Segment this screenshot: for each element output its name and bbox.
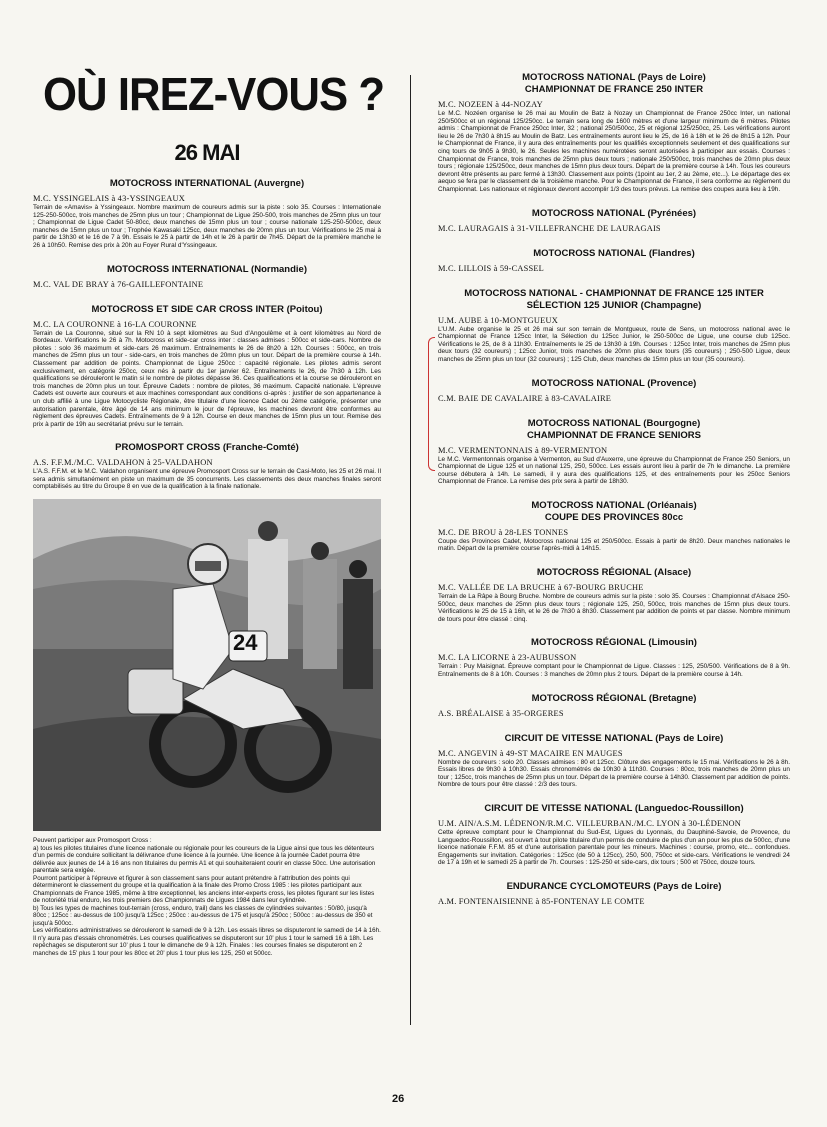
event-text: Terrain de La Râpe à Bourg Bruche. Nombre de coureurs admis sur la piste : solo 35. Courses : Championnat d'Alsace 250-500cc, deux manches de 25mn plus deux tours ; régionale 125, 250, 500cc, trois manches de 15mn plus deux tours. Vérifications le 25 de 15 à 16h, et le 26 de 7h30 à 8h30. Classement par addition de points et par classe. Nombre minimum de tours pour être classé : cinq. [438,593,790,623]
event-club: A.S. F.F.M./M.C. VALDAHON à 25-VALDAHON [33,458,213,468]
event-club: M.C. LA LICORNE à 23-AUBUSSON [438,653,577,663]
event-club: M.C. LILLOIS à 59-CASSEL [438,263,544,273]
event-club: M.C. LA COURONNE à 16-LA COURONNE [33,319,197,329]
event-heading: MOTOCROSS INTERNATIONAL (Auvergne) [109,178,305,189]
event-section [438,248,790,274]
date-heading: 26 MAI [174,140,240,165]
column-divider [410,75,411,1025]
event-text: L'U.M. Aube organise le 25 et 26 mai sur son terrain de Montgueux, route de Sens, un motocross national avec le Championnat de France 125cc Inter, la Sélection du 125cc Junior, le 250-500cc de Ligue, une course club 125cc. Vérifications le 25, de 8 à 11h30. Entraînements le 25 de 13h30 à 19h. Courses : 125cc Inter, trois manches de 25mn plus deux tours (32 coureurs) ; 125cc Junior, trois manches de 20mn plus deux tours (35 coureurs) ; 250-500 Ligue, deux manches de 25mn plus un tour (32 coureurs) ; 125 Club, deux manches de 15mn plus un tour (35 coureurs). [438,325,790,363]
event-club: C.M. BAIE DE CAVALAIRE à 83-CAVALAIRE [438,393,612,403]
page-number: 26 [392,1093,405,1105]
event-text: Le M.C. Vermentonnais organise à Vermenton, au Sud d'Auxerre, une épreuve du Championnat de France 250 Seniors, un Championnat de Ligue 125 et un national 125, 250, 500cc. Les essais auront lieu à partir de 7h le dimanche. La première course débutera à 14h. Le samedi, il y aura des qualifications 125, et des entraînements pour les 250cc Seniors Championnat de France. La remise des prix sera à partir de 18h30. [438,455,790,486]
event-heading: MOTOCROSS NATIONAL (Provence) [531,377,697,389]
left-column [33,60,385,957]
event-section [438,418,790,486]
event-heading: MOTOCROSS RÉGIONAL (Limousin) [531,637,697,649]
event-heading: CIRCUIT DE VITESSE NATIONAL (Pays de Loire) [504,732,724,744]
event-section [438,803,790,867]
event-heading: ENDURANCE CYCLOMOTEURS (Pays de Loire) [506,880,722,892]
event-section [438,288,790,364]
event-section [33,264,381,290]
event-heading: MOTOCROSS NATIONAL (Pyrénées) [531,207,697,219]
event-club: M.C. NOZEEN à 44-NOZAY [438,100,543,109]
event-section [438,72,790,194]
event-text: Nombre de coureurs : solo 20. Classes admises : 80 et 125cc. Clôture des engagements le 15 mai. Vérifications le 26 à 8h. Essais libres de 9h30 à 10h30. Essais chronométrés de 10h30 à 11h30. Courses : 80cc, trois manches de 20mn plus un tour ; 125cc, trois manches de 25mn plus un tour. Départ de la première course à 14h30. Classement par addition de points. Nombre de tours pour être classé : 2/3 des tours. [438,758,790,789]
event-text: L'A.S. F.F.M. et le M.C. Valdahon organisent une épreuve Promosport Cross sur le terrain de Casi-Moto, les 25 et 26 mai. Il sera admis simultanément en piste un maximum de 35 concurrents. Les classements des deux manches finales seront comptabilisés au titre du Groupe 8 en vue de la qualification à la finale nationale. [33,468,381,491]
event-text: Terrain de La Couronne, situé sur la RN 10 à sept kilomètres au Sud d'Angoulême et à cent kilomètres au Nord de Bordeaux. Vérifications le 26 à 7h. Motocross et side-car cross inter : classes admises : 500cc et side-cars. Nombre de pilotes : solo 36 maximum et side-cars 26 maximum. Entraînements le 26 de 8h20 à 12h. Courses : 500cc, en trois manches de 25mn plus un tour - side-cars, en trois manches de 20mn plus un tour. Départ de la première course à 14h. Classement par addition de points. Championnat de Ligue 250cc : capacité régionale. Les pilotes admis seront exclusivement, en catégorie 250cc, ceux nés à partir du 1er janvier 62. Entraînements le 26, de 7h30 à 12h. Les qualifications se dérouleront le matin si le nombre de pilotes dépasse 36. Ces qualifications et la course se dérouleront en trois manches de 20mn plus un tour. Épreuve Cadets : nombre de pilotes, 36 maximum. Capacité nationale. L'épreuve Cadets est ouverte aux coureurs et aux machines correspondant aux conditions ci-après : justifier de son appartenance à un club affilié à une Ligue Motocycliste Régionale, être titulaire d'une licence Cadet ou 2ème catégorie, présenter une autorisation parentale, être âgé de 14 ans minimum le jour de l'épreuve, les machines devront être conformes au règlement des épreuves Cadets. Entraînements de 9 à 12h. Course en deux manches de 15mn plus un tour. Remise des prix à partir de 19h au secrétariat prévu sur le terrain. [33,329,381,428]
event-club: M.C. DE BROU à 28-LES TONNES [438,527,569,537]
event-heading: PROMOSPORT CROSS (Franche-Comté) [115,442,299,454]
event-heading: MOTOCROSS NATIONAL (Orléanais) COUPE DES PROVINCES 80cc [531,499,697,523]
event-heading: MOTOCROSS INTERNATIONAL (Normandie) [106,263,308,275]
event-club: A.M. FONTENAISIENNE à 85-FONTENAY LE COMTE [438,896,645,906]
event-section [438,881,790,907]
event-section [438,567,790,623]
event-section [438,500,790,553]
event-text: Cette épreuve comptant pour le Championnat du Sud-Est, Ligues du Lyonnais, du Dauphiné-Savoie, de Provence, du Languedoc-Roussillon, est ouvert à tout pilote titulaire d'un permis de conduire de plus d'un an pour les plus de 500cc, d'une licence nationale F.F.M. 85 et d'une autorisation parentale pour les mineurs. Machines : course, promo, etc... confondues. Engagements sur invitation. Catégories : 125cc (de 50 à 125cc), 250, 500, 750cc et side-cars. Vérifications le vendredi 24 de 17 à 19h et le samedi 25 à partir de 7h. Courses : 125-250 et side-cars, dix tours ; 500 et 750cc, douze tours. [438,829,790,867]
event-heading: MOTOCROSS NATIONAL (Flandres) [533,247,695,259]
event-heading: MOTOCROSS NATIONAL - CHAMPIONNAT DE FRANCE 125 INTER SÉLECTION 125 JUNIOR (Champagne) [464,287,764,311]
red-highlight-bracket [428,337,435,471]
event-section [33,304,381,429]
event-heading: CIRCUIT DE VITESSE NATIONAL (Languedoc-Roussillon) [484,803,744,814]
event-club: U.M. AIN/A.S.M. LÉDENON/R.M.C. VILLEURBAN./M.C. LYON à 30-LÉDENON [438,819,742,828]
event-club: M.C. LAURAGAIS à 31-VILLEFRANCHE DE LAURAGAIS [438,223,661,233]
event-heading: MOTOCROSS ET SIDE CAR CROSS INTER (Poitou) [91,303,323,315]
event-club: M.C. YSSINGELAIS à 43-YSSINGEAUX [33,194,185,203]
right-column [438,72,790,915]
event-section [438,693,790,719]
event-section [33,442,381,491]
caption-text: Peuvent participer aux Promosport Cross : a) tous les pilotes titulaires d'une licence nationale ou régionale pour les coureurs de la Ligue ainsi que tous les détenteurs d'un permis de conduire sollicitant la délivrance d'une licence à la journée. Une licence à la journée Cadet pourra être délivrée aux jeunes de 14 à 16 ans non titulaires du permis A1 et qui souhaiteraient courir en classe 50cc. Une autorisation parentale sera exigée. Pourront participer à l'épreuve et figurer à son classement sans pour autant prétendre à l'attribution des points qui détermineront le classement du groupe et la qualification à la finale des Promo Cross 1985 : les pilotes participant aux Championnats de France 1985, même à titre exceptionnel, les anciens inter-experts cross, les pilotes figurant sur les listes de notoriété trial enduro, les trois premiers des Championnats de Ligues 1984 dans leur cylindrée. b) Tous les types de machines tout-terrain (cross, enduro, trail) dans les classes de cylindrées suivantes : 50/80, jusqu'à 80cc ; 125cc : au-dessus de 100 jusqu'à 125cc ; 250cc : au-dessus de 175 et jusqu'à 250cc ; 500cc : au-dessus de 350 et jusqu'à 500cc. Les vérifications administratives se dérouleront le samedi de 9 à 12h. Les essais libres se disputeront le samedi de 14 à 16h. Il n'y aura pas d'essais chronométrés. Les courses qualificatives se disputeront sur 10' plus 1 tour le samedi 16 à 18h. Les repêchages se disputeront sur 10' plus 1 tour le dimanche de 9 à 12h. Finales : les courses finales se disputeront en 2 manches de 15' plus 1 tour pour les 80cc et 20' plus 1 tour plus les 125, 250 et 500cc. [33,837,381,957]
event-section [438,378,790,404]
event-section [438,208,790,234]
event-heading: MOTOCROSS NATIONAL (Pays de Loire) CHAMPIONNAT DE FRANCE 250 INTER [522,72,706,95]
event-section [33,178,381,250]
event-club: M.C. VAL DE BRAY à 76-GAILLEFONTAINE [33,279,204,289]
event-club: U.M. AUBE à 10-MONTGUEUX [438,315,558,325]
event-section [438,733,790,789]
event-club: A.S. BRÉALAISE à 35-ORGERES [438,708,564,718]
rider-number-plate: 24 [233,630,258,656]
event-text: Terrain : Puy Maisignat. Épreuve comptant pour le Championnat de Ligue. Classes : 125, 250/500. Vérifications de 8 à 9h. Entraînements de 8 à 10h. Courses : 3 manches de 20mn plus 2 tours. Départ de la première course à 14h. [438,663,790,679]
motocross-rider-image [33,499,381,831]
event-club: M.C. ANGEVIN à 49-ST MACAIRE EN MAUGES [438,748,623,758]
event-heading: MOTOCROSS RÉGIONAL (Alsace) [536,567,692,579]
event-heading: MOTOCROSS RÉGIONAL (Bretagne) [531,692,697,704]
photo-caption [33,837,381,957]
event-club: M.C. VALLÉE DE LA BRUCHE à 67-BOURG BRUCHE [438,583,644,593]
event-heading: MOTOCROSS NATIONAL (Bourgogne) CHAMPIONNAT DE FRANCE SENIORS [527,417,701,441]
page-title: OÙ IREZ-VOUS ? [43,68,385,120]
event-text: Le M.C. Nozéen organise le 26 mai au Moulin de Batz à Nozay un Championnat de France 250cc Inter, un national 250/500cc et un régional 125/250cc. Le terrain sera long de 1600 mètres et d'une largeur minimum de 6 mètres. Pilotes admis : Championnat de France 250cc Inter, 32 ; national 250/500cc, 25 et régional 125/250cc, 25. Les vérifications auront lieu le 26 de 7h30 à 8h15 au Moulin de Batz. Les entraînements auront lieu le 25, de 16 à 18h et le 26 de 8h15 à 12h. Pour le Championnat de France, il y aura des entraînements pour les qualifiés exceptionnels seulement et des qualifications sur cinq tours de 9h05 à 9h30, le 26. Seules les machines numérotées seront autorisées à participer aux essais. Courses : Championnat de France, trois manches de 25mn plus deux tours ; nationale 250/500cc, trois manches de 20mn plus deux tours ; régionale 125/250cc, deux manches de 15mn plus deux tours. Départ de la première course à 14h. Tous les coureurs devront être présents au parc fermé à 13h30. Classement aux points (1point au 1er, 2 au 2ème, etc...). Le départage des ex aequo se fera par le classement de la troisième manche. Pour le Championnat de France, il sera conforme au règlement du Championnat. Les nationaux et régionaux devront accomplir 1/3 des tours prévus. La remise des coupes aura lieu à 19h. [438,110,790,193]
event-text: Terrain de «Amavis» à Yssingeaux. Nombre maximum de coureurs admis sur la piste : solo 35. Courses : Internationale 125-250-500cc, trois manches de 25mn plus un tour ; Championnat de Ligue 250-500, trois manches de 25mn plus un tour ; Championnat de Ligue Cadet 50-80cc, deux manches de 15mn plus un tour ; course nationale 125-250-500cc, deux manches de 15mn plus un tour ; Trophée Kawasaki 125cc, deux manches de 20mn plus un tour. Vérifications le 25 mai à partir de 13h30 et le 16 de 7 à 9h. Essais le 25 à partir de 14h et le 26 à partir de 7h45. Départ de la première manche le 26 à 10h50. Remise des prix à 20h au Foyer Rural d'Yssingeaux. [33,204,381,249]
event-section [438,637,790,678]
event-text: Coupe des Provinces Cadet, Motocross national 125 et 250/500cc. Essais à partir de 8h20. Deux manches nationales le matin. Départ de la première course l'après-midi à 14h15. [438,537,790,553]
event-club: M.C. VERMENTONNAIS à 89-VERMENTON [438,445,608,455]
motocross-photo [33,499,381,831]
